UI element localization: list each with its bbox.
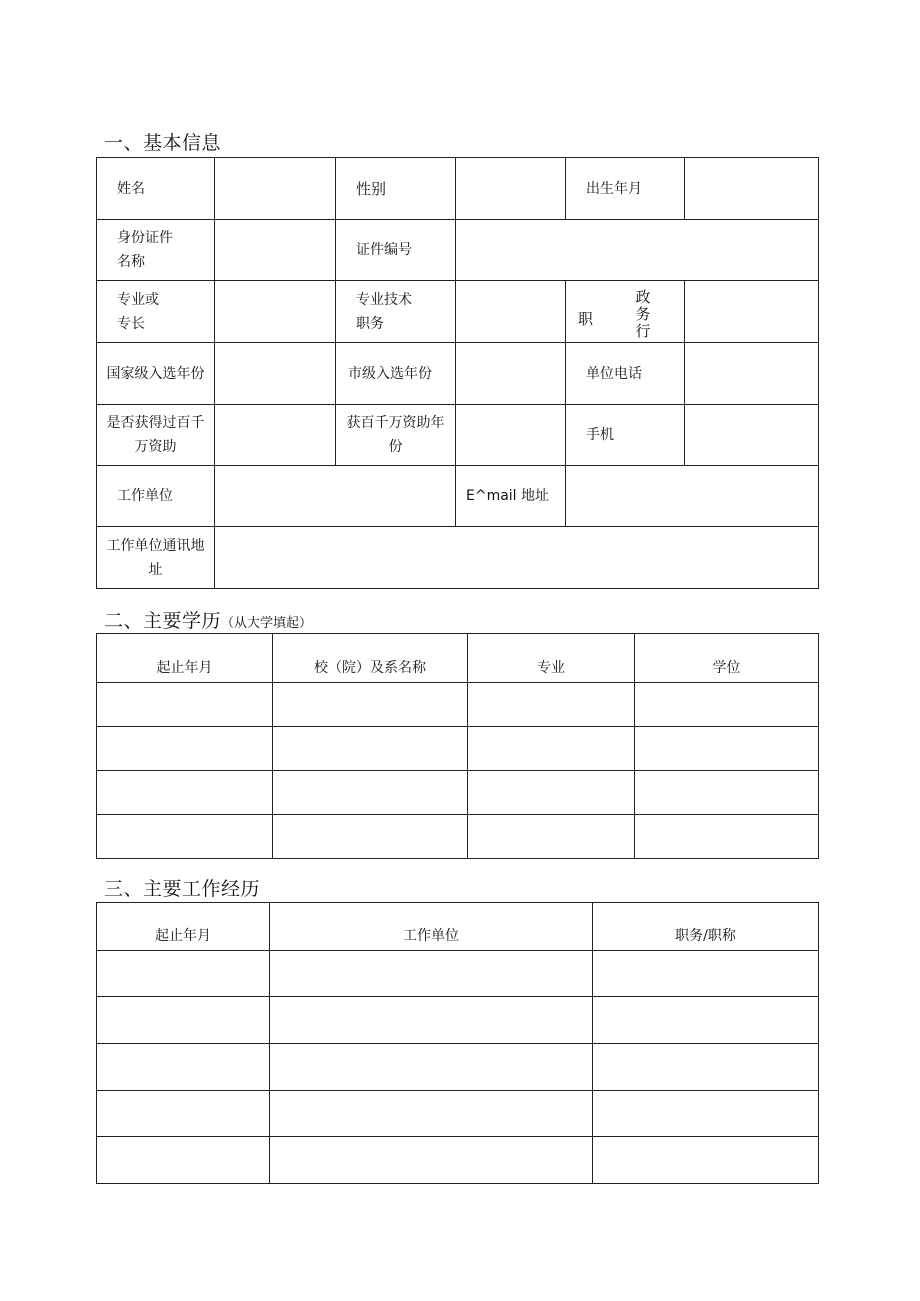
table-cell[interactable]: [468, 771, 635, 815]
table-row: [97, 997, 819, 1044]
education-header-period: 起止年月: [97, 634, 273, 683]
table-row: [97, 1137, 819, 1184]
table-cell[interactable]: [97, 683, 273, 727]
id-number-field[interactable]: [456, 220, 819, 281]
table-cell[interactable]: [468, 815, 635, 859]
table-cell[interactable]: [270, 1091, 593, 1137]
birth-field[interactable]: [685, 158, 819, 220]
work-header-period: 起止年月: [97, 903, 270, 951]
work-header-title: 职务/职称: [593, 903, 819, 951]
million-year-field[interactable]: [456, 405, 566, 466]
birth-label: 出生年月: [566, 158, 685, 220]
education-header-school: 校（院）及系名称: [273, 634, 468, 683]
section-title-education: 二、主要学历（从大学填起）: [104, 610, 313, 632]
table-cell[interactable]: [635, 771, 819, 815]
table-cell[interactable]: [273, 727, 468, 771]
table-cell[interactable]: [97, 951, 270, 997]
table-cell[interactable]: [593, 951, 819, 997]
table-cell[interactable]: [97, 771, 273, 815]
table-cell[interactable]: [635, 727, 819, 771]
national-year-field[interactable]: [215, 343, 336, 405]
admin-title-field[interactable]: [685, 281, 819, 343]
unit-phone-field[interactable]: [685, 343, 819, 405]
name-field[interactable]: [215, 158, 336, 220]
specialty-label: 专业或 专长: [97, 281, 215, 343]
table-cell[interactable]: [468, 683, 635, 727]
table-cell[interactable]: [97, 1137, 270, 1184]
table-row: [97, 951, 819, 997]
section-title-basic: 一、基本信息: [104, 132, 222, 154]
unit-phone-label: 单位电话: [566, 343, 685, 405]
email-field[interactable]: [566, 466, 819, 527]
tech-title-field[interactable]: [456, 281, 566, 343]
table-cell[interactable]: [97, 997, 270, 1044]
table-row: [97, 771, 819, 815]
table-cell[interactable]: [593, 1091, 819, 1137]
education-table: [96, 633, 819, 859]
id-number-label: 证件编号: [336, 220, 456, 281]
table-cell[interactable]: [593, 997, 819, 1044]
section-title-work: 三、主要工作经历: [104, 878, 261, 900]
work-header-row: [97, 903, 819, 951]
specialty-field[interactable]: [215, 281, 336, 343]
mobile-label: 手机: [566, 405, 685, 466]
table-cell[interactable]: [273, 815, 468, 859]
table-cell[interactable]: [593, 1137, 819, 1184]
table-cell[interactable]: [593, 1044, 819, 1091]
table-cell[interactable]: [97, 727, 273, 771]
table-cell[interactable]: [97, 1044, 270, 1091]
table-cell[interactable]: [97, 815, 273, 859]
table-cell[interactable]: [270, 951, 593, 997]
table-cell[interactable]: [635, 683, 819, 727]
million-funded-field[interactable]: [215, 405, 336, 466]
work-unit-field[interactable]: [215, 466, 456, 527]
education-header-major: 专业: [468, 634, 635, 683]
table-row: [97, 727, 819, 771]
table-row: [97, 1091, 819, 1137]
education-header-row: [97, 634, 819, 683]
admin-title-label: 职 政 务 行: [566, 281, 685, 343]
table-cell[interactable]: [273, 771, 468, 815]
national-year-label: 国家级入选年份: [97, 343, 215, 405]
unit-address-field[interactable]: [215, 527, 819, 589]
mobile-field[interactable]: [685, 405, 819, 466]
table-cell[interactable]: [635, 815, 819, 859]
city-year-field[interactable]: [456, 343, 566, 405]
email-label: E^mail 地址: [456, 466, 566, 527]
work-header-unit: 工作单位: [270, 903, 593, 951]
name-label: 姓名: [97, 158, 215, 220]
table-cell[interactable]: [270, 997, 593, 1044]
tech-title-label: 专业技术 职务: [336, 281, 456, 343]
table-cell[interactable]: [468, 727, 635, 771]
table-row: [97, 1044, 819, 1091]
education-header-degree: 学位: [635, 634, 819, 683]
work-unit-label: 工作单位: [97, 466, 215, 527]
city-year-label: 市级入选年份: [336, 343, 456, 405]
million-year-label: 获百千万资助年 份: [336, 405, 456, 466]
table-cell[interactable]: [270, 1044, 593, 1091]
gender-label: 性别: [336, 158, 456, 220]
table-cell[interactable]: [97, 1091, 270, 1137]
id-doc-label: 身份证件 名称: [97, 220, 215, 281]
table-cell[interactable]: [273, 683, 468, 727]
gender-field[interactable]: [456, 158, 566, 220]
id-doc-field[interactable]: [215, 220, 336, 281]
table-row: [97, 683, 819, 727]
table-cell[interactable]: [270, 1137, 593, 1184]
table-row: [97, 815, 819, 859]
million-funded-label: 是否获得过百千 万资助: [97, 405, 215, 466]
work-table: [96, 902, 819, 1184]
unit-address-label: 工作单位通讯地 址: [97, 527, 215, 589]
basic-info-table: [96, 157, 819, 589]
